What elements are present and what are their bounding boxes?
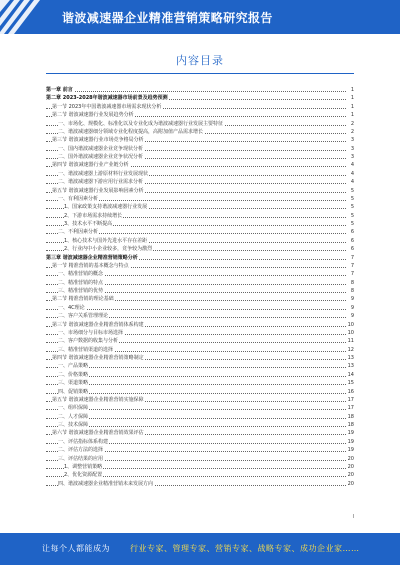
- toc-entry[interactable]: [46, 421, 354, 429]
- toc-entry-page: 7: [346, 270, 354, 278]
- toc-entry-page: 15: [347, 380, 354, 387]
- toc-entry-title: 三、技术保障: [58, 422, 89, 428]
- toc-entry-title: 第二节 精准营销的理论基础: [52, 296, 114, 303]
- toc-entry-page: 19: [347, 430, 354, 437]
- toc-entry-page: 2: [346, 120, 354, 128]
- toc-entry-page: 18: [347, 422, 354, 428]
- toc-entry-title: 第一节 精准营销的基本概念与特点: [52, 262, 129, 269]
- toc-entry-page: 1: [346, 103, 354, 111]
- toc-entry-page: 9: [346, 295, 354, 303]
- toc-leader-dots: [46, 426, 346, 427]
- toc-entry-title: 1、调整营销策略: [64, 463, 103, 470]
- toc-entry-page: 1: [346, 94, 354, 102]
- toc-entry-title: 第四节 谐波减速器企业精准营销策略制定: [52, 355, 144, 361]
- toc-entry[interactable]: [46, 279, 354, 287]
- toc-entry[interactable]: [46, 413, 354, 421]
- toc-entry[interactable]: [46, 362, 354, 370]
- table-of-contents: [46, 86, 354, 488]
- toc-entry-title: 一、谐波减速器上游原材料行业发展现状: [58, 170, 149, 177]
- toc-entry[interactable]: [46, 371, 354, 379]
- toc-entry[interactable]: [46, 237, 354, 245]
- toc-entry-title: 三、精准营销的优势: [58, 288, 104, 294]
- toc-entry[interactable]: [46, 337, 354, 345]
- toc-entry[interactable]: [46, 195, 354, 203]
- toc-entry[interactable]: [46, 111, 354, 119]
- toc-entry-page: 10: [347, 329, 354, 336]
- toc-entry-page: 10: [347, 321, 354, 328]
- toc-entry-page: 3: [346, 153, 354, 161]
- toc-entry[interactable]: [46, 178, 354, 186]
- toc-entry-title: 二、客户数据的收集与分析: [58, 338, 119, 345]
- toc-entry[interactable]: [46, 245, 354, 253]
- toc-entry-title: 1、核心技术与国外先进水平存在差距: [64, 237, 148, 244]
- toc-entry[interactable]: [46, 145, 354, 153]
- toc-entry-title: 一、精准营销的概念: [58, 271, 104, 278]
- toc-entry[interactable]: [46, 170, 354, 178]
- toc-entry[interactable]: [46, 429, 354, 437]
- toc-entry-title: 一、市场化、规模化、标准化以及专业化成为谐波减速器行业发展主要特征: [58, 120, 224, 127]
- toc-entry-page: 19: [347, 447, 354, 454]
- toc-entry[interactable]: [46, 471, 354, 479]
- toc-entry-page: 12: [347, 346, 354, 353]
- toc-entry-title: 二、精准营销的特点: [58, 279, 104, 286]
- toc-leader-dots: [46, 384, 346, 385]
- toc-entry[interactable]: [46, 446, 354, 454]
- toc-entry-title: 第三节 谐波减速器行业市场竞争格局分析: [52, 137, 144, 144]
- toc-entry[interactable]: [46, 388, 354, 396]
- toc-entry[interactable]: [46, 463, 354, 471]
- toc-entry-title: 二、谐波减速器下游应用行业需求分析: [58, 179, 144, 186]
- toc-entry-page: 3: [346, 136, 354, 144]
- toc-entry[interactable]: [46, 438, 354, 446]
- toc-entry-title: 一、组织保障: [58, 405, 89, 412]
- toc-entry[interactable]: [46, 228, 354, 236]
- toc-entry-title: 2、行业内中小企业较多，竞争较为激烈: [64, 246, 153, 253]
- toc-entry-title: 二、评估方法的选择: [58, 447, 104, 454]
- toc-entry-title: 第三章 谐波减速器企业精准营销策略分析: [46, 254, 138, 261]
- toc-entry-title: 第二节 谐波减速器行业发展趋势分析: [52, 112, 134, 119]
- toc-entry-title: 第六节 谐波减速器企业精准营销效果评估: [52, 430, 144, 437]
- toc-entry[interactable]: [46, 103, 354, 111]
- toc-entry[interactable]: [46, 262, 354, 270]
- toc-entry-page: 4: [346, 161, 354, 169]
- toc-leader-dots: [46, 367, 346, 368]
- toc-entry-title: 四、谐波减速器企业精准营销未来发展方向: [58, 480, 154, 487]
- toc-entry-page: 14: [347, 371, 354, 378]
- toc-entry-page: 18: [347, 413, 354, 420]
- page-number: I: [352, 514, 354, 520]
- toc-entry-title: 一、4C理论: [58, 304, 85, 311]
- toc-entry-title: 二、不利因素分析: [58, 229, 99, 236]
- toc-divider: [46, 73, 354, 74]
- toc-entry-page: 20: [347, 463, 354, 470]
- toc-entry-page: 19: [347, 438, 354, 445]
- toc-leader-dots: [46, 409, 346, 410]
- toc-entry-page: 4: [346, 170, 354, 178]
- toc-entry[interactable]: [46, 295, 354, 303]
- toc-entry-title: 二、国外谐波减速器企业竞争状况分析: [58, 154, 144, 160]
- toc-entry-title: 3、技术水平不断提高: [64, 221, 113, 227]
- toc-entry-title: 二、人才保障: [58, 413, 89, 420]
- toc-entry-title: 第四节 谐波减速器行业产业链分析: [52, 162, 129, 169]
- toc-entry[interactable]: [46, 153, 354, 161]
- toc-entry[interactable]: [46, 304, 354, 312]
- toc-entry-page: 16: [347, 388, 354, 395]
- toc-entry-page: 9: [346, 304, 354, 312]
- toc-entry-title: 一、评估指标体系构建: [58, 438, 109, 445]
- toc-entry[interactable]: [46, 212, 354, 220]
- toc-entry-page: 3: [346, 145, 354, 153]
- header-stripes-decoration: [0, 0, 44, 34]
- toc-entry[interactable]: [46, 321, 354, 329]
- toc-entry-title: 三、精准营销渠道的选择: [58, 346, 114, 353]
- toc-entry[interactable]: [46, 128, 354, 136]
- toc-entry-page: 6: [346, 228, 354, 236]
- toc-entry[interactable]: [46, 455, 354, 463]
- toc-entry-page: 5: [346, 195, 354, 203]
- toc-entry[interactable]: [46, 346, 354, 354]
- toc-entry[interactable]: [46, 270, 354, 278]
- toc-entry[interactable]: [46, 287, 354, 295]
- toc-entry-page: 7: [346, 254, 354, 262]
- toc-entry-title: 一、市场细分与目标市场选择: [58, 329, 124, 336]
- toc-entry-title: 2、优化资源配置: [64, 472, 103, 479]
- toc-entry-page: 1: [346, 111, 354, 119]
- toc-entry-title: 三、评估结果的应用: [58, 455, 104, 462]
- toc-entry-page: 6: [346, 245, 354, 253]
- footer-bar: [0, 533, 400, 565]
- toc-entry[interactable]: [46, 86, 354, 94]
- toc-entry-title: 一、有利因素分析: [58, 195, 99, 202]
- toc-entry-title: 第一节 2023年中国谐波减速器市场需求现状分析: [52, 103, 162, 110]
- toc-entry[interactable]: [46, 203, 354, 211]
- toc-entry[interactable]: [46, 161, 354, 169]
- toc-entry-title: 一、国内谐波减速器企业竞争现状分析: [58, 145, 144, 152]
- toc-entry-title: 第一章 前言: [46, 87, 73, 93]
- toc-entry[interactable]: [46, 187, 354, 195]
- toc-entry[interactable]: [46, 404, 354, 412]
- toc-entry-title: 二、客户关系管理理论: [58, 313, 109, 320]
- toc-entry-title: 1、国家政策支持谐波减速器行业发展: [64, 204, 148, 211]
- toc-entry-page: 5: [346, 212, 354, 220]
- toc-entry[interactable]: [46, 354, 354, 362]
- toc-entry-page: 8: [346, 287, 354, 295]
- toc-entry-page: 9: [346, 312, 354, 320]
- toc-leader-dots: [46, 91, 346, 92]
- toc-entry-page: 2: [346, 128, 354, 136]
- toc-entry[interactable]: [46, 220, 354, 228]
- toc-leader-dots: [46, 393, 346, 394]
- toc-entry-page: 20: [347, 480, 354, 487]
- toc-entry-title: 二、价格策略: [58, 371, 89, 378]
- toc-entry-title: 四、促销策略: [58, 388, 89, 395]
- toc-entry-title: 第三节 谐波减速器企业精准营销体系构建: [52, 321, 144, 328]
- toc-entry-title: 二、谐波减速器细分领域专业化程度提高，高附加值产品需求增长: [58, 128, 204, 135]
- toc-entry-page: 20: [347, 472, 354, 479]
- toc-entry-page: 11: [347, 338, 354, 345]
- toc-entry-title: 第二章 2023-2028年谐波减速器市场前景及趋势预测: [46, 95, 168, 102]
- toc-entry-title: 第五节 谐波减速器企业精准营销实施保障: [52, 396, 144, 403]
- toc-leader-dots: [46, 418, 346, 419]
- footer-slogan-left: 让每个人都能成为: [42, 544, 110, 553]
- report-title: 谐波减速器企业精准营销策略研究报告: [62, 11, 273, 25]
- toc-entry[interactable]: [46, 254, 354, 262]
- toc-entry-page: 17: [347, 396, 354, 403]
- toc-entry[interactable]: [46, 379, 354, 387]
- toc-entry-page: 5: [346, 203, 354, 211]
- toc-entry[interactable]: [46, 136, 354, 144]
- toc-entry-page: 17: [347, 405, 354, 412]
- toc-leader-dots: [46, 376, 346, 377]
- toc-entry-page: 5: [346, 220, 354, 228]
- toc-entry-title: 2、下游市场需求持续增长: [64, 212, 123, 219]
- toc-entry[interactable]: [46, 94, 354, 102]
- toc-heading: 内容目录: [176, 54, 224, 67]
- toc-entry-page: 6: [346, 237, 354, 245]
- header-bar: [0, 0, 400, 34]
- toc-entry[interactable]: [46, 120, 354, 128]
- toc-entry-page: 8: [346, 279, 354, 287]
- toc-entry-page: 7: [346, 262, 354, 270]
- toc-entry-page: 20: [347, 455, 354, 462]
- toc-entry-title: 三、渠道策略: [58, 380, 89, 387]
- toc-entry[interactable]: [46, 329, 354, 337]
- toc-entry-page: 13: [347, 355, 354, 361]
- toc-entry-page: 4: [346, 178, 354, 186]
- toc-entry[interactable]: [46, 480, 354, 488]
- toc-entry-page: 1: [346, 86, 354, 94]
- toc-entry-title: 一、产品策略: [58, 363, 89, 370]
- toc-leader-dots: [46, 309, 346, 310]
- toc-entry[interactable]: [46, 396, 354, 404]
- toc-entry-page: 13: [347, 363, 354, 370]
- toc-entry-title: 第五节 谐波减速器行业发展影响因素分析: [52, 187, 144, 194]
- footer-slogan-right: 行业专家、管理专家、营销专家、战略专家、成功企业家……: [130, 544, 360, 553]
- toc-entry-page: 5: [346, 187, 354, 195]
- toc-entry[interactable]: [46, 312, 354, 320]
